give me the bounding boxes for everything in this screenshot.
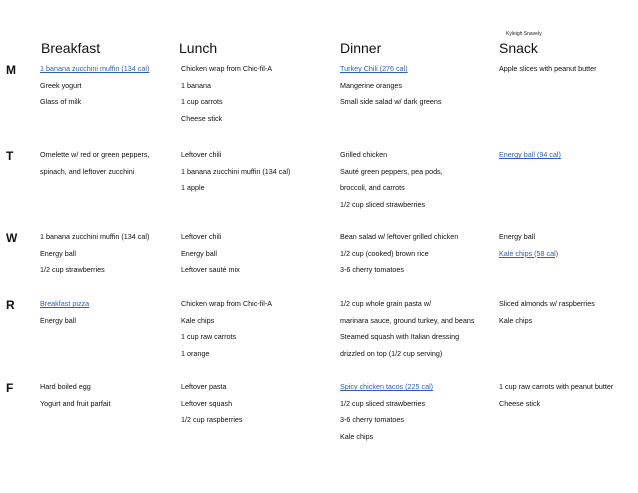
meal-item: Mangerine oranges <box>340 80 402 90</box>
meal-item: 1 cup raw carrots with peanut butter <box>499 382 614 391</box>
meal-item: Cheese stick <box>181 113 223 123</box>
day-label: T <box>6 149 14 163</box>
meal-item: Leftover chili <box>181 150 222 159</box>
lunch-cell <box>181 150 341 200</box>
meal-item: drizzled on top (1/2 cup serving) <box>340 348 443 358</box>
meal-item: Energy ball <box>40 315 76 325</box>
snack-cell <box>499 232 638 265</box>
recipe-link[interactable]: Kale chips (58 cal) <box>499 248 559 258</box>
meal-item: Chicken wrap from Chic-fil-A <box>181 299 273 308</box>
meal-item: Hard boiled egg <box>40 382 91 391</box>
meal-item: 1 banana <box>181 80 211 90</box>
dinner-cell <box>340 150 500 216</box>
breakfast-cell <box>40 232 200 282</box>
column-header-snack: Snack <box>499 40 538 56</box>
meal-item: Glass of milk <box>40 97 82 106</box>
meal-item: 1/2 cup sliced strawberries <box>340 398 426 408</box>
meal-item: Leftover sauté mix <box>181 265 240 274</box>
dinner-cell <box>340 382 500 448</box>
meal-item: marinara sauce, ground turkey, and beans <box>340 315 475 325</box>
dinner-cell <box>340 64 500 114</box>
recipe-link[interactable]: Breakfast pizza <box>40 299 90 308</box>
meal-item: Energy ball <box>181 248 217 258</box>
meal-item: Leftover chili <box>181 232 222 241</box>
snack-cell <box>499 382 638 415</box>
meal-item: 1 banana zucchini muffin (134 cal) <box>40 232 150 241</box>
lunch-cell <box>181 232 341 282</box>
day-label: M <box>6 63 16 77</box>
day-label: W <box>6 231 18 245</box>
dinner-cell <box>340 232 500 282</box>
breakfast-cell <box>40 299 200 332</box>
day-label: F <box>6 381 14 395</box>
meal-item: 3-6 cherry tomatoes <box>340 415 404 424</box>
meal-item: spinach, and leftover zucchini <box>40 166 135 176</box>
meal-item: Omelette w/ red or green peppers, <box>40 150 150 159</box>
meal-item: Steamed squash with Italian dressing <box>340 332 460 341</box>
meal-item: Bean salad w/ leftover grilled chicken <box>340 232 459 241</box>
meal-item: Kale chips <box>181 315 215 325</box>
meal-item: Sliced almonds w/ raspberries <box>499 299 595 308</box>
author-name: Kyleigh Snavely <box>506 31 542 37</box>
meal-item: Energy ball <box>40 248 76 258</box>
breakfast-cell <box>40 150 200 183</box>
meal-item: 1 cup raw carrots <box>181 332 237 341</box>
meal-item: 1 apple <box>181 183 205 192</box>
recipe-link[interactable]: Turkey Chili (276 cal) <box>340 64 408 73</box>
meal-item: Sauté green peppers, pea pods, <box>340 166 443 176</box>
meal-item: Small side salad w/ dark greens <box>340 97 442 106</box>
column-header-lunch: Lunch <box>179 40 218 56</box>
meal-item: Cheese stick <box>499 398 541 408</box>
lunch-cell <box>181 299 341 365</box>
meal-item: Apple slices with peanut butter <box>499 64 597 73</box>
meal-item: Yogurt and fruit parfait <box>40 398 111 408</box>
breakfast-cell <box>40 382 200 415</box>
meal-item: broccoli, and carrots <box>340 183 405 192</box>
meal-item: 1 orange <box>181 348 210 358</box>
meal-item: 1 cup carrots <box>181 97 223 106</box>
meal-item: 1 banana zucchini muffin (134 cal) <box>181 166 291 176</box>
lunch-cell <box>181 382 341 432</box>
recipe-link[interactable]: Spicy chicken tacos (225 cal) <box>340 382 434 391</box>
meal-item: 1/2 cup whole grain pasta w/ <box>340 299 432 308</box>
meal-item: Kale chips <box>340 431 374 441</box>
breakfast-cell <box>40 64 200 114</box>
column-header-dinner: Dinner <box>340 40 382 56</box>
recipe-link[interactable]: 1 banana zucchini muffin (134 cal) <box>40 64 150 73</box>
meal-item: 1/2 cup (cooked) brown rice <box>340 248 429 258</box>
meal-item: Leftover squash <box>181 398 233 408</box>
meal-item: Kale chips <box>499 315 533 325</box>
day-label: R <box>6 298 15 312</box>
recipe-link[interactable]: Energy ball (94 cal) <box>499 150 561 159</box>
meal-item: 1/2 cup strawberries <box>40 265 105 274</box>
meal-item: Chicken wrap from Chic-fil-A <box>181 64 273 73</box>
meal-item: 1/2 cup raspberries <box>181 415 243 424</box>
snack-cell <box>499 64 638 81</box>
meal-item: Greek yogurt <box>40 80 82 90</box>
meal-item: 3-6 cherry tomatoes <box>340 265 404 274</box>
meal-item: Leftover pasta <box>181 382 227 391</box>
lunch-cell <box>181 64 341 130</box>
meal-item: Grilled chicken <box>340 150 388 159</box>
column-header-breakfast: Breakfast <box>41 40 101 56</box>
meal-item: 1/2 cup sliced strawberries <box>340 199 426 209</box>
dinner-cell <box>340 299 500 365</box>
snack-cell <box>499 150 638 167</box>
meal-item: Energy ball <box>499 232 535 241</box>
snack-cell <box>499 299 638 332</box>
